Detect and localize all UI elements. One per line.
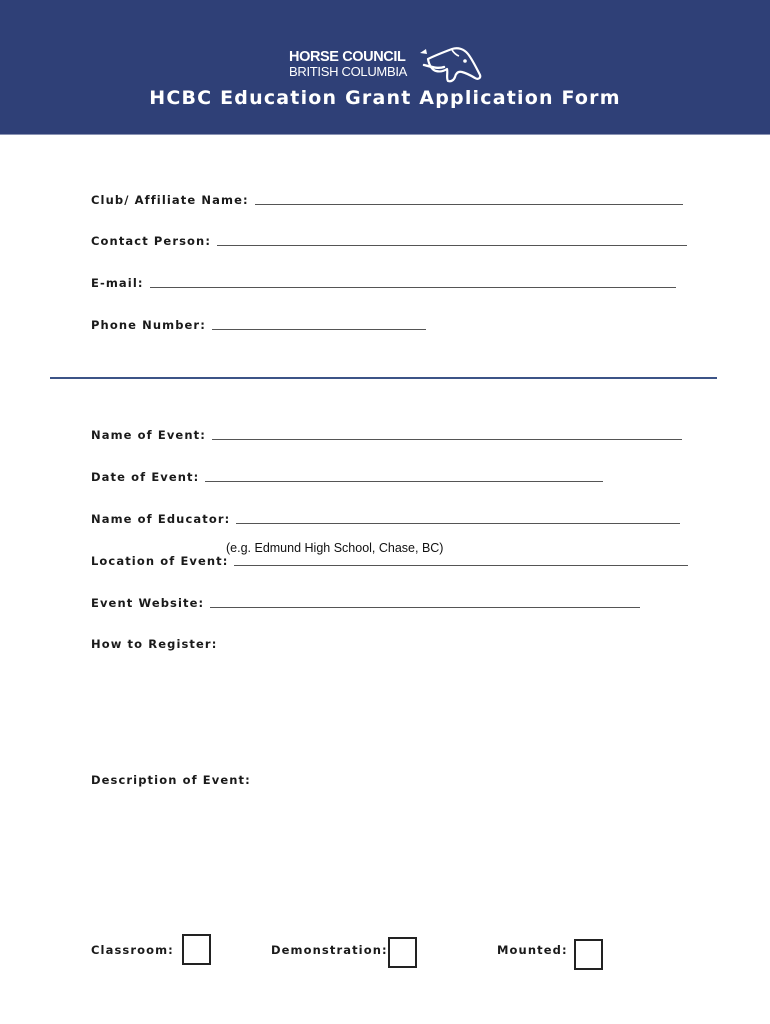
email-label: E-mail: bbox=[91, 276, 144, 290]
club-affiliate-name-input[interactable] bbox=[255, 194, 683, 205]
email-input[interactable] bbox=[150, 277, 676, 288]
demonstration-checkbox[interactable] bbox=[388, 937, 417, 968]
event-date-field[interactable] bbox=[91, 470, 603, 484]
demonstration-label: Demonstration: bbox=[271, 943, 388, 957]
contact-person-label: Contact Person: bbox=[91, 234, 212, 248]
classroom-checkbox[interactable] bbox=[182, 934, 211, 965]
event-date-input[interactable] bbox=[205, 471, 603, 482]
event-website-input[interactable] bbox=[210, 597, 640, 608]
event-name-field[interactable] bbox=[91, 428, 682, 442]
section-divider bbox=[50, 377, 717, 379]
event-website-field[interactable] bbox=[91, 596, 640, 610]
logo-text-line1: HORSE COUNCIL bbox=[289, 49, 406, 65]
hcbc-logo bbox=[289, 45, 489, 85]
location-hint: (e.g. Edmund High School, Chase, BC) bbox=[226, 541, 444, 555]
event-website-label: Event Website: bbox=[91, 596, 205, 610]
phone-number-input[interactable] bbox=[212, 319, 426, 330]
form-title: HCBC Education Grant Application Form bbox=[149, 87, 621, 109]
mounted-label: Mounted: bbox=[497, 943, 568, 957]
educator-name-label: Name of Educator: bbox=[91, 512, 231, 526]
club-affiliate-name-field[interactable] bbox=[91, 193, 683, 207]
event-name-label: Name of Event: bbox=[91, 428, 206, 442]
club-affiliate-name-label: Club/ Affiliate Name: bbox=[91, 193, 249, 207]
event-name-input[interactable] bbox=[212, 429, 682, 440]
event-location-label: Location of Event: bbox=[91, 554, 229, 568]
how-to-register-label: How to Register: bbox=[91, 637, 218, 651]
phone-number-label: Phone Number: bbox=[91, 318, 206, 332]
horse-head-icon bbox=[418, 45, 482, 85]
event-location-input[interactable] bbox=[234, 555, 688, 566]
event-description-label: Description of Event: bbox=[91, 773, 251, 787]
contact-person-input[interactable] bbox=[217, 235, 687, 246]
event-location-field[interactable] bbox=[91, 554, 688, 568]
classroom-label: Classroom: bbox=[91, 943, 174, 957]
contact-person-field[interactable] bbox=[91, 234, 687, 248]
educator-name-input[interactable] bbox=[236, 513, 680, 524]
how-to-register-field[interactable] bbox=[91, 637, 217, 651]
phone-number-field[interactable] bbox=[91, 318, 426, 332]
educator-name-field[interactable] bbox=[91, 512, 680, 526]
event-description-field[interactable] bbox=[91, 773, 251, 787]
logo-text-line2: BRITISH COLUMBIA bbox=[289, 64, 407, 79]
header-banner bbox=[0, 0, 770, 135]
email-field[interactable] bbox=[91, 276, 676, 290]
event-date-label: Date of Event: bbox=[91, 470, 200, 484]
mounted-checkbox[interactable] bbox=[574, 939, 603, 970]
